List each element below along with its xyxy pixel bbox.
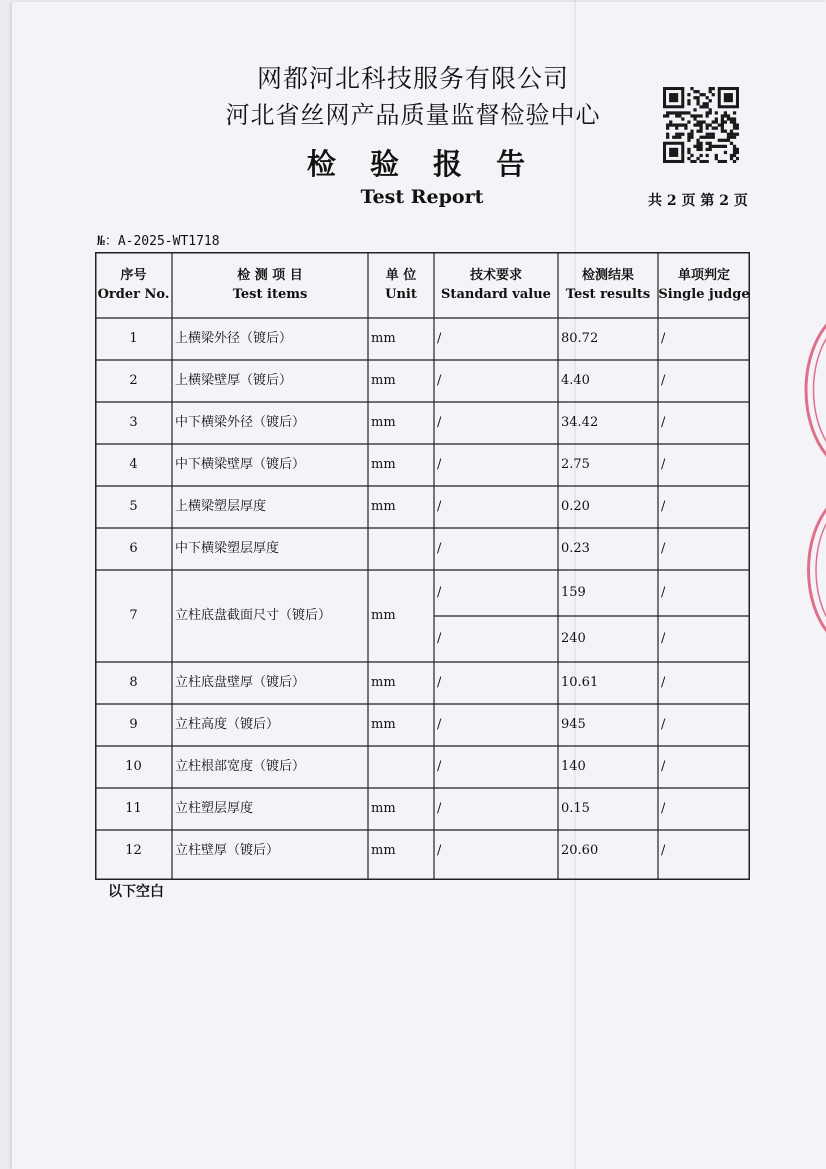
column-header-en: Test items [232,287,308,302]
column-header [658,252,750,318]
row-test-item: 立柱高度（镀后） [175,717,280,732]
row-standard-value: / [437,843,442,858]
seal-stamp-icon [795,500,826,640]
report-title-en: Test Report [360,186,484,208]
end-note: 以下空白 [108,884,164,900]
row-standard-value: / [437,373,442,388]
row-single-judge: / [661,631,666,646]
row-test-item: 上横梁壁厚（镀后） [175,373,293,388]
row-standard-value: / [437,499,442,514]
row-unit: mm [371,843,396,858]
row-order-no: 9 [129,717,138,732]
column-header-zh: 单 位 [385,268,417,283]
row-unit: mm [371,675,396,690]
row-unit [368,528,434,570]
row-order-no: 5 [129,499,138,514]
qr-code-icon [663,87,739,163]
row-standard-value: / [437,331,442,346]
column-header-zh: 序号 [120,268,147,283]
row-test-result: 0.15 [561,801,590,816]
row-unit [368,746,434,788]
row-single-judge: / [661,801,666,816]
row-test-result: 140 [561,759,586,774]
row-standard-value: / [437,801,442,816]
results-table [95,252,750,880]
row-order-no: 8 [129,675,138,690]
org-name: 网都河北科技服务有限公司 [256,64,569,93]
row-unit: mm [371,415,396,430]
row-standard-value: / [437,457,442,472]
seal-stamp-icon [790,315,826,465]
report-number: №：A-2025-WT1718 [97,234,220,249]
row-unit: mm [371,457,396,472]
row-unit: mm [371,373,396,388]
row-standard-value: / [437,717,442,732]
row-test-result: 4.40 [561,373,590,388]
row-order-no: 11 [125,801,142,816]
row-test-item: 立柱底盘截面尺寸（镀后） [175,608,332,623]
row-order-no: 10 [125,759,142,774]
row-order-no: 2 [129,373,138,388]
row-test-item: 立柱底盘壁厚（镀后） [175,675,306,690]
row-single-judge: / [661,541,666,556]
row-test-item: 中下横梁外径（镀后） [175,415,306,430]
row-test-item: 中下横梁壁厚（镀后） [175,457,306,472]
row-order-no: 7 [129,608,138,623]
row-standard-value: / [437,675,442,690]
column-header-zh: 技术要求 [469,268,522,283]
row-single-judge: / [661,373,666,388]
center-name: 河北省丝网产品质量监督检验中心 [225,101,601,129]
row-standard-value: / [437,415,442,430]
page-info: 共 2 页 第 2 页 [648,193,748,209]
column-header-zh: 检测结果 [581,268,634,283]
row-unit: mm [371,717,396,732]
row-single-judge: / [661,843,666,858]
row-test-item: 立柱塑层厚度 [175,801,254,816]
row-single-judge: / [661,499,666,514]
row-test-item: 中下横梁塑层厚度 [175,541,280,556]
row-order-no: 1 [129,331,138,346]
report-title: 检 验 报 告 [306,147,538,181]
row-test-item: 上横梁塑层厚度 [175,499,267,514]
row-test-item: 上横梁外径（镀后） [175,331,293,346]
row-single-judge: / [661,717,666,732]
row-single-judge: / [661,457,666,472]
row-unit: mm [371,331,396,346]
row-single-judge: / [661,415,666,430]
row-test-result: 10.61 [561,675,599,690]
row-test-result: 2.75 [561,457,590,472]
row-test-result: 80.72 [561,331,599,346]
row-single-judge: / [661,331,666,346]
row-test-result: 159 [561,585,586,600]
row-standard-value: / [437,585,442,600]
row-test-result: 240 [561,631,586,646]
row-test-item: 立柱根部宽度（镀后） [175,759,306,774]
column-header [95,252,172,318]
column-header [434,252,558,318]
row-single-judge: / [661,675,666,690]
column-header [172,252,368,318]
row-order-no: 4 [129,457,138,472]
column-header-en: Unit [385,287,417,302]
row-test-item: 立柱壁厚（镀后） [175,843,280,858]
row-test-result: 0.20 [561,499,590,514]
column-header-en: Single judge [658,287,750,302]
row-test-result: 20.60 [561,843,599,858]
column-header-zh: 检 测 项 目 [237,268,303,283]
column-header-en: Test results [565,287,651,302]
column-header [558,252,658,318]
row-standard-value: / [437,541,442,556]
row-order-no: 6 [129,541,138,556]
row-test-result: 945 [561,717,586,732]
row-unit: mm [371,801,396,816]
row-order-no: 12 [125,843,142,858]
row-single-judge: / [661,585,666,600]
row-order-no: 3 [129,415,138,430]
row-single-judge: / [661,759,666,774]
row-test-result: 0.23 [561,541,590,556]
row-standard-value: / [437,759,442,774]
row-unit: mm [371,499,396,514]
column-header [368,252,434,318]
column-header-zh: 单项判定 [677,268,730,283]
column-header-en: Order No. [97,287,170,302]
row-unit: mm [371,608,396,623]
column-header-en: Standard value [441,287,551,302]
row-standard-value: / [437,631,442,646]
row-test-result: 34.42 [561,415,599,430]
